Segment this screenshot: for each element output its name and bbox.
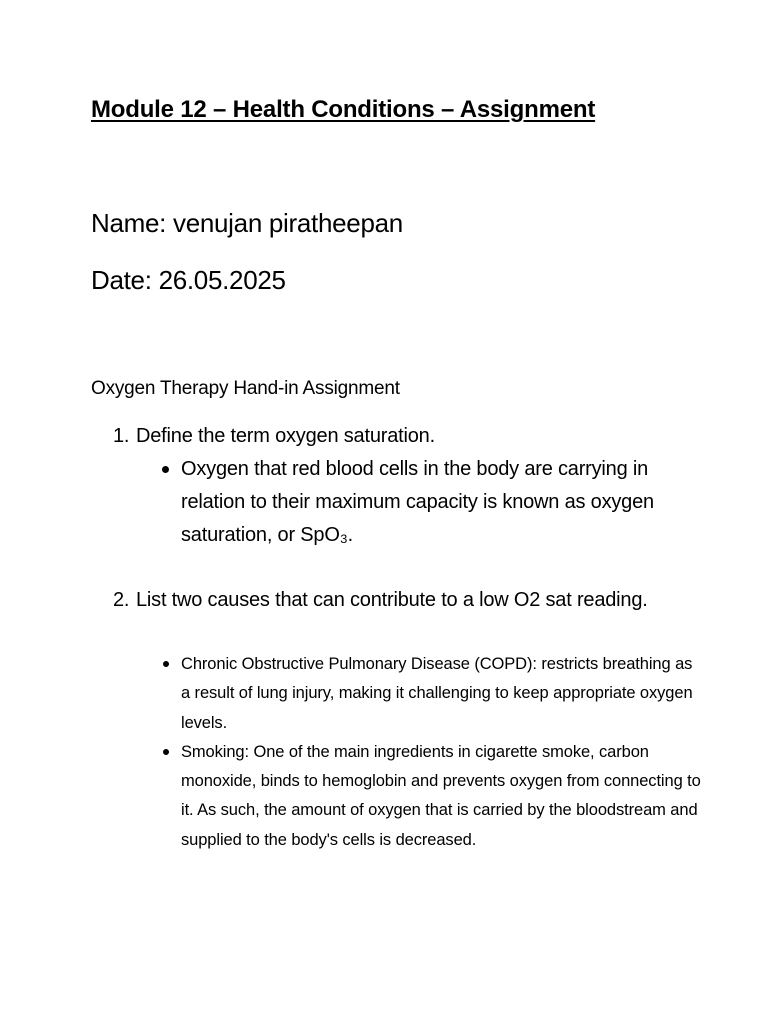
question-number: 2.	[113, 589, 130, 611]
student-name: Name: venujan piratheepan	[91, 208, 403, 238]
answer-list-2	[181, 650, 701, 855]
question-2	[113, 584, 713, 617]
answer-item: Smoking: One of the main ingredients in cigarette smoke, carbon monoxide, binds to hemoglobin and prevents oxygen from connecting to it. As such, the amount of oxygen that is carried by the bloodstream and supplied to the body's cells is decreased.	[181, 738, 701, 855]
document-title: Module 12 – Health Conditions – Assignment	[91, 96, 596, 123]
answer-item: Oxygen that red blood cells in the body are carrying in relation to their maximum capacity is known as oxygen saturation, or SpO₃.	[181, 453, 701, 552]
assignment-subtitle: Oxygen Therapy Hand-in Assignment	[91, 378, 400, 399]
question-text: Define the term oxygen saturation.	[136, 425, 435, 447]
answer-list-1	[181, 453, 701, 552]
assignment-date: Date: 26.05.2025	[91, 265, 286, 295]
answer-item: Chronic Obstructive Pulmonary Disease (COPD): restricts breathing as a result of lung injury, making it challenging to keep appropriate oxygen levels.	[181, 650, 701, 738]
question-number: 1.	[113, 425, 130, 447]
question-text: List two causes that can contribute to a low O2 sat reading.	[136, 589, 648, 611]
question-1	[113, 420, 713, 453]
